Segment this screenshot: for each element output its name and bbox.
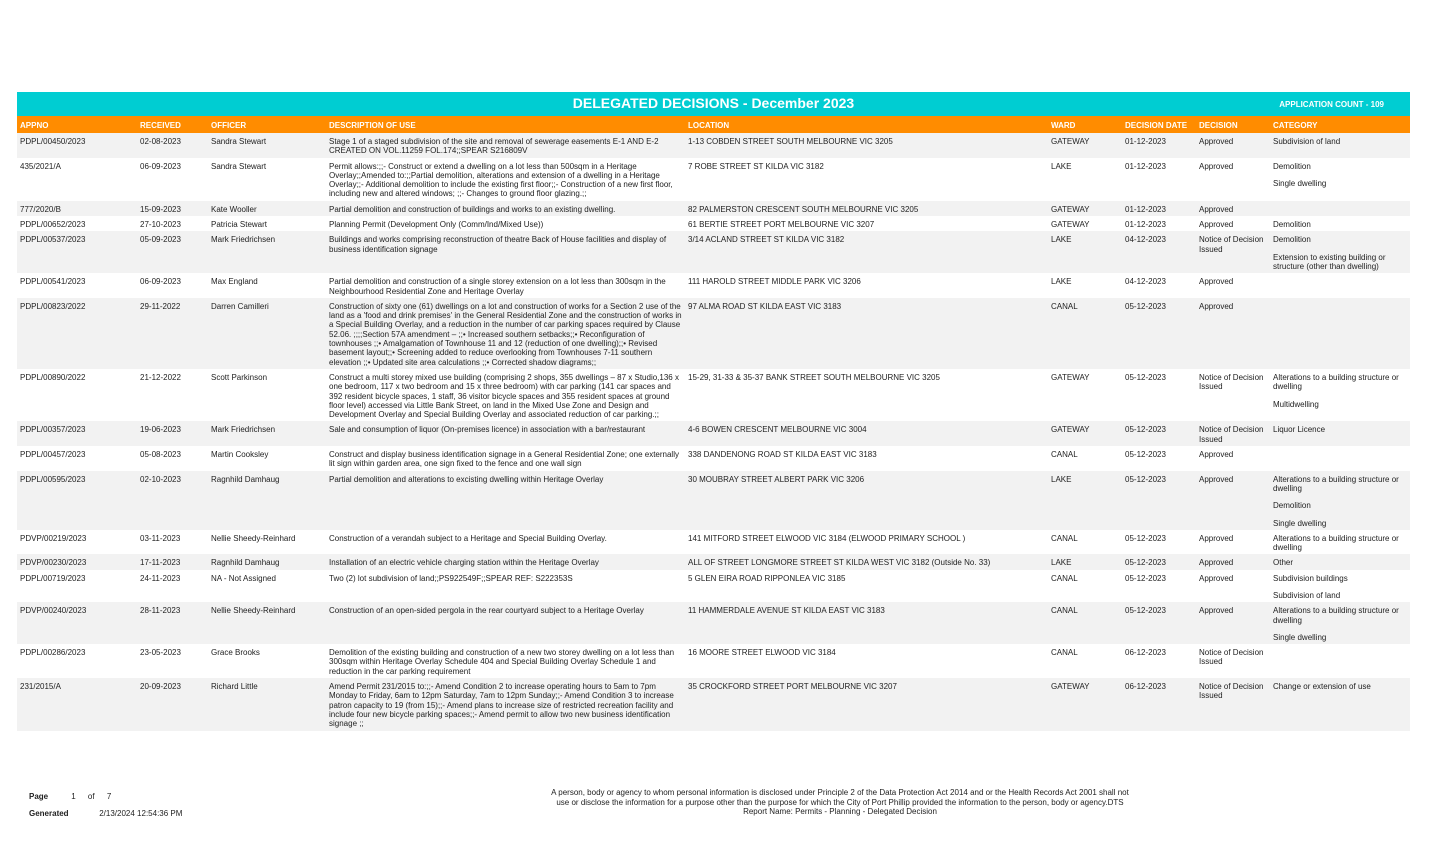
location-cell: 11 HAMMERDALE AVENUE ST KILDA EAST VIC 3183 bbox=[688, 606, 885, 616]
location-cell: 61 BERTIE STREET PORT MELBOURNE VIC 3207 bbox=[688, 220, 875, 230]
received-cell: 27-10-2023 bbox=[140, 220, 181, 230]
ward-cell: CANAL bbox=[1051, 450, 1078, 460]
category-cell bbox=[1270, 216, 1410, 231]
decision-date-cell: 05-12-2023 bbox=[1125, 573, 1166, 583]
description-cell: Buildings and works comprising reconstruction of theatre Back of House facilities and display of business identification signage bbox=[329, 235, 667, 254]
decision-date-cell: 01-12-2023 bbox=[1125, 204, 1166, 214]
officer-cell: Kate Wooller bbox=[211, 204, 257, 214]
appno-cell: PDVP/00230/2023 bbox=[20, 558, 87, 568]
appno-cell: PDPL/00823/2022 bbox=[20, 301, 86, 311]
generated-value: 2/13/2024 12:54:36 PM bbox=[99, 809, 183, 818]
decision-date-cell: 05-12-2023 bbox=[1125, 474, 1166, 484]
table-row bbox=[17, 644, 1410, 678]
appno-cell: 435/2021/A bbox=[20, 161, 61, 171]
officer-cell: Max England bbox=[211, 277, 258, 287]
table-row bbox=[17, 133, 1410, 158]
received-cell: 03-11-2023 bbox=[140, 533, 181, 543]
category-item: Demolition bbox=[1273, 501, 1311, 511]
location-cell: 5 GLEN EIRA ROAD RIPPONLEA VIC 3185 bbox=[688, 573, 846, 583]
ward-cell: GATEWAY bbox=[1051, 137, 1090, 146]
description-cell: Construct a multi storey mixed use building (comprising 2 shops, 355 dwellings – 87 x Studio,136 x one bedroom, 117 x two bedroom and 15 x three bedroom) with car parking (141 car spaces and 392 resident bicycle spaces, 1 staff, 36 visitor bicycle spaces and 355 resident spaces at ground floor level) accessed via Little Bank Street, on land in the Mixed Use Zone and Design and Development Overlay and Special Building Overlay and associated reduction of car parking.;; bbox=[329, 372, 679, 420]
report bbox=[17, 92, 1410, 731]
ward-cell: GATEWAY bbox=[1051, 220, 1090, 230]
officer-cell: Sandra Stewart bbox=[211, 161, 267, 171]
received-cell: 06-09-2023 bbox=[140, 277, 181, 287]
table-row bbox=[17, 446, 1410, 471]
officer-cell: Mark Friedrichsen bbox=[211, 235, 276, 245]
decision-date-cell: 05-12-2023 bbox=[1125, 450, 1166, 460]
officer-cell: Patricia Stewart bbox=[211, 220, 268, 230]
table-row bbox=[17, 471, 1410, 530]
column-header: OFFICER bbox=[211, 120, 247, 130]
received-cell: 17-11-2023 bbox=[140, 558, 181, 568]
privacy-notice bbox=[530, 788, 1150, 817]
decision-cell: Notice of Decision Issued bbox=[1199, 235, 1264, 254]
description-cell: Sale and consumption of liquor (On-premises licence) in association with a bar/restaurant bbox=[329, 425, 646, 435]
description-cell: Planning Permit (Development Only (Comm/Ind/Mixed Use)) bbox=[329, 220, 544, 230]
decision-date-cell: 04-12-2023 bbox=[1125, 277, 1166, 287]
decision-cell: Approved bbox=[1199, 606, 1234, 616]
decision-cell: Approved bbox=[1199, 558, 1234, 568]
decision-date-cell: 05-12-2023 bbox=[1125, 533, 1166, 543]
decision-cell: Notice of Decision Issued bbox=[1199, 648, 1264, 667]
decisions-table bbox=[17, 116, 1410, 731]
appno-cell: PDPL/00357/2023 bbox=[20, 425, 86, 435]
category-item: Other bbox=[1273, 558, 1294, 568]
table-row bbox=[17, 298, 1410, 369]
description-cell: Partial demolition and construction of a single storey extension on a lot less than 300sqm in the Neighbourhood Residential Zone and Heritage Overlay bbox=[329, 277, 666, 296]
received-cell: 28-11-2023 bbox=[140, 606, 181, 616]
decision-cell: Approved bbox=[1199, 137, 1234, 146]
column-header: CATEGORY bbox=[1273, 120, 1318, 130]
decision-cell: Notice of Decision Issued bbox=[1199, 682, 1264, 701]
description-cell: Construction of sixty one (61) dwellings on a lot and construction of works for a Section 2 use of the land as a 'food and drink premises' in the General Residential Zone and the construction of works in a Special Building Overlay, and a reduction in the number of car parking spaces required by Clause 52.06. ;;;;Section 57A amendment – ;;• Increased southern setbacks;;• Reconfiguration of townhouses ;;• Amalgamation of Townhouse 11 and 12 (reduction of one dwelling);;• Revised basement layout;;• Screening added to reduce overlooking from Townhouses 7-11 southern elevation ;;• Updated site area calculations ;;• Corrected shadow diagrams;; bbox=[329, 301, 682, 367]
decision-cell: Approved bbox=[1199, 161, 1234, 171]
appno-cell: PDPL/00595/2023 bbox=[20, 474, 86, 484]
received-cell: 15-09-2023 bbox=[140, 204, 181, 214]
ward-cell: LAKE bbox=[1051, 235, 1072, 245]
received-cell: 19-06-2023 bbox=[140, 425, 181, 435]
category-cell bbox=[1270, 602, 1410, 644]
location-cell: 16 MOORE STREET ELWOOD VIC 3184 bbox=[688, 648, 836, 658]
location-cell: 82 PALMERSTON CRESCENT SOUTH MELBOURNE VIC 3205 bbox=[688, 204, 919, 214]
decision-date-cell: 05-12-2023 bbox=[1125, 425, 1166, 435]
category-item: Demolition bbox=[1273, 220, 1311, 230]
appno-cell: PDPL/00541/2023 bbox=[20, 277, 86, 287]
received-cell: 29-11-2022 bbox=[140, 301, 181, 311]
decision-date-cell: 01-12-2023 bbox=[1125, 137, 1166, 146]
category-item: Demolition bbox=[1273, 235, 1311, 245]
received-cell: 21-12-2022 bbox=[140, 372, 181, 382]
decision-cell: Approved bbox=[1199, 450, 1234, 460]
decision-date-cell: 06-12-2023 bbox=[1125, 682, 1166, 692]
page-info bbox=[29, 792, 182, 826]
appno-cell: PDVP/00219/2023 bbox=[20, 533, 87, 543]
ward-cell: GATEWAY bbox=[1051, 682, 1090, 692]
decision-cell: Approved bbox=[1199, 277, 1234, 287]
category-cell bbox=[1270, 201, 1410, 216]
location-cell: 1-13 COBDEN STREET SOUTH MELBOURNE VIC 3205 bbox=[688, 137, 893, 146]
officer-cell: Grace Brooks bbox=[211, 648, 260, 658]
report-name: Report Name: Permits - Planning - Delegated Decision bbox=[743, 807, 937, 816]
category-cell bbox=[1270, 133, 1410, 158]
decision-cell: Approved bbox=[1199, 301, 1234, 311]
received-cell: 05-09-2023 bbox=[140, 235, 181, 245]
appno-cell: PDPL/00537/2023 bbox=[20, 235, 86, 245]
category-item: Subdivision of land bbox=[1273, 590, 1341, 600]
location-cell: 111 HAROLD STREET MIDDLE PARK VIC 3206 bbox=[688, 277, 861, 287]
category-item: Extension to existing building or structure (other than dwelling) bbox=[1273, 252, 1386, 271]
table-row bbox=[17, 678, 1410, 730]
appno-cell: PDPL/00286/2023 bbox=[20, 648, 86, 658]
location-cell: 97 ALMA ROAD ST KILDA EAST VIC 3183 bbox=[688, 301, 842, 311]
table-row bbox=[17, 570, 1410, 603]
appno-cell: PDPL/00450/2023 bbox=[20, 137, 86, 146]
page-label: Page bbox=[29, 792, 49, 801]
location-cell: 30 MOUBRAY STREET ALBERT PARK VIC 3206 bbox=[688, 474, 865, 484]
table-row bbox=[17, 273, 1410, 298]
column-header: DECISION DATE bbox=[1125, 120, 1188, 130]
description-cell: Two (2) lot subdivision of land;;PS922549F;;SPEAR REF: S222353S bbox=[329, 573, 573, 583]
generated-label: Generated bbox=[29, 809, 69, 818]
ward-cell: CANAL bbox=[1051, 533, 1078, 543]
page-total: 7 bbox=[106, 792, 112, 801]
category-item: Single dwelling bbox=[1273, 178, 1327, 188]
description-cell: Construction of a verandah subject to a Heritage and Special Building Overlay. bbox=[329, 533, 607, 543]
category-item: Alterations to a building structure or dwelling bbox=[1273, 372, 1399, 392]
ward-cell: CANAL bbox=[1051, 606, 1078, 616]
column-header: WARD bbox=[1051, 120, 1076, 130]
location-cell: 141 MITFORD STREET ELWOOD VIC 3184 (ELWOOD PRIMARY SCHOOL ) bbox=[688, 533, 966, 543]
category-cell bbox=[1270, 421, 1410, 446]
decision-date-cell: 05-12-2023 bbox=[1125, 372, 1166, 382]
category-cell bbox=[1270, 644, 1410, 678]
decision-date-cell: 01-12-2023 bbox=[1125, 161, 1166, 171]
ward-cell: LAKE bbox=[1051, 277, 1072, 287]
officer-cell: Darren Camilleri bbox=[211, 301, 269, 311]
category-item: Subdivision of land bbox=[1273, 137, 1341, 146]
column-header: LOCATION bbox=[688, 120, 730, 130]
ward-cell: CANAL bbox=[1051, 648, 1078, 658]
officer-cell: Richard Little bbox=[211, 682, 258, 692]
category-item: Multidwelling bbox=[1273, 399, 1319, 409]
received-cell: 02-10-2023 bbox=[140, 474, 181, 484]
decision-cell: Approved bbox=[1199, 220, 1234, 230]
category-cell bbox=[1270, 231, 1410, 273]
category-cell bbox=[1270, 273, 1410, 298]
received-cell: 05-08-2023 bbox=[140, 450, 181, 460]
decision-cell: Approved bbox=[1199, 204, 1234, 214]
appno-cell: PDPL/00457/2023 bbox=[20, 450, 86, 460]
column-header: DESCRIPTION OF USE bbox=[329, 120, 416, 130]
category-cell bbox=[1270, 158, 1410, 201]
description-cell: Partial demolition and construction of buildings and works to an existing dwelling. bbox=[329, 204, 616, 214]
category-cell bbox=[1270, 446, 1410, 471]
officer-cell: Mark Friedrichsen bbox=[211, 425, 276, 435]
description-cell: Demolition of the existing building and construction of a new two storey dwelling on a lot less than 300sqm within Heritage Overlay Schedule 404 and Special Building Overlay Schedule 1 and reduction in the car parking requirement bbox=[329, 648, 675, 676]
decision-cell: Approved bbox=[1199, 573, 1234, 583]
application-count: APPLICATION COUNT - 109 bbox=[1279, 100, 1384, 109]
description-cell: Construct and display business identification signage in a General Residential Zone; one externally lit sign within garden area, one sign fixed to the fence and one wall sign bbox=[329, 450, 679, 469]
decision-date-cell: 06-12-2023 bbox=[1125, 648, 1166, 658]
received-cell: 24-11-2023 bbox=[140, 573, 181, 583]
category-cell bbox=[1270, 530, 1410, 555]
officer-cell: Sandra Stewart bbox=[211, 137, 267, 146]
decision-cell: Notice of Decision Issued bbox=[1199, 425, 1264, 444]
ward-cell: LAKE bbox=[1051, 474, 1072, 484]
ward-cell: GATEWAY bbox=[1051, 372, 1090, 382]
location-cell: 7 ROBE STREET ST KILDA VIC 3182 bbox=[688, 161, 824, 171]
officer-cell: Scott Parkinson bbox=[211, 372, 268, 382]
category-cell bbox=[1270, 369, 1410, 421]
officer-cell: Nellie Sheedy-Reinhard bbox=[211, 606, 296, 616]
description-cell: Partial demolition and alterations to excisting dwelling within Heritage Overlay bbox=[329, 474, 604, 484]
location-cell: ALL OF STREET LONGMORE STREET ST KILDA WEST VIC 3182 (Outside No. 33) bbox=[688, 558, 991, 568]
table-row bbox=[17, 530, 1410, 555]
table-row bbox=[17, 602, 1410, 644]
officer-cell: Ragnhild Damhaug bbox=[211, 474, 280, 484]
decision-date-cell: 04-12-2023 bbox=[1125, 235, 1166, 245]
location-cell: 338 DANDENONG ROAD ST KILDA EAST VIC 3183 bbox=[688, 450, 877, 460]
description-cell: Amend Permit 231/2015 to:;;- Amend Condition 2 to increase operating hours to 5am to 7pm Monday to Friday, 6am to 12pm Saturday, 7am to 12pm Sunday;;- Amend Condition 3 to increase patron capacity to 19 (from 15);;- Amend plans to increase size of restricted recreation facility and include four new bicycle parking spaces;;- Amend permit to allow two new business identification signage ;; bbox=[329, 682, 674, 729]
table-row bbox=[17, 421, 1410, 446]
category-cell bbox=[1270, 678, 1410, 730]
category-item: Single dwelling bbox=[1273, 518, 1327, 528]
description-cell: Stage 1 of a staged subdivision of the site and removal of sewerage easements E-1 AND E-2 CREATED ON VOL.11259 FOL.174;;SPEAR S216809V bbox=[329, 137, 659, 156]
decision-date-cell: 05-12-2023 bbox=[1125, 606, 1166, 616]
appno-cell: PDPL/00719/2023 bbox=[20, 573, 86, 583]
decision-cell: Approved bbox=[1199, 533, 1234, 543]
appno-cell: PDVP/00240/2023 bbox=[20, 606, 87, 616]
category-cell bbox=[1270, 471, 1410, 530]
page-of: of bbox=[87, 792, 95, 801]
category-cell bbox=[1270, 298, 1410, 369]
officer-cell: Ragnhild Damhaug bbox=[211, 558, 280, 568]
location-cell: 35 CROCKFORD STREET PORT MELBOURNE VIC 3207 bbox=[688, 682, 897, 692]
report-title: DELEGATED DECISIONS - December 2023 bbox=[572, 95, 855, 111]
officer-cell: Martin Cooksley bbox=[211, 450, 269, 460]
category-item: Change or extension of use bbox=[1273, 682, 1371, 692]
appno-cell: 777/2020/B bbox=[20, 204, 61, 214]
title-bar bbox=[17, 92, 1410, 116]
decision-cell: Approved bbox=[1199, 474, 1234, 484]
received-cell: 02-08-2023 bbox=[140, 137, 181, 146]
table-row bbox=[17, 158, 1410, 201]
location-cell: 3/14 ACLAND STREET ST KILDA VIC 3182 bbox=[688, 235, 845, 245]
table-row bbox=[17, 201, 1410, 216]
ward-cell: LAKE bbox=[1051, 161, 1072, 171]
location-cell: 4-6 BOWEN CRESCENT MELBOURNE VIC 3004 bbox=[688, 425, 867, 435]
appno-cell: PDPL/00890/2022 bbox=[20, 372, 86, 382]
table-row bbox=[17, 369, 1410, 421]
ward-cell: GATEWAY bbox=[1051, 425, 1090, 435]
category-item: Alterations to a building structure or dwelling bbox=[1273, 533, 1399, 553]
notice-line-1: A person, body or agency to whom personal information is disclosed under Principle 2 of the Data Protection Act 2014 and or the Health Records Act 2001 shall not bbox=[551, 788, 1129, 797]
officer-cell: Nellie Sheedy-Reinhard bbox=[211, 533, 296, 543]
category-item: Liquor Licence bbox=[1273, 425, 1326, 435]
category-cell bbox=[1270, 554, 1410, 569]
officer-cell: NA - Not Assigned bbox=[211, 573, 276, 583]
description-cell: Installation of an electric vehicle charging station within the Heritage Overlay bbox=[329, 558, 599, 568]
table-row bbox=[17, 231, 1410, 273]
decision-cell: Notice of Decision Issued bbox=[1199, 372, 1264, 392]
received-cell: 06-09-2023 bbox=[140, 161, 181, 171]
description-cell: Permit allows:;;- Construct or extend a dwelling on a lot less than 500sqm in a Heritage Overlay;;Amended to:;;Partial demolition, alterations and extension of a dwelling in a Heritage Overlay;;- Additional demolition to include the existing first floor;;- Construction of a new first floor, including new and altered windows; ;;- Changes to ground floor glazing.;; bbox=[329, 161, 673, 199]
category-item: Subdivision buildings bbox=[1273, 573, 1348, 583]
appno-cell: PDPL/00652/2023 bbox=[20, 220, 86, 230]
received-cell: 23-05-2023 bbox=[140, 648, 181, 658]
ward-cell: CANAL bbox=[1051, 301, 1078, 311]
column-header: DECISION bbox=[1199, 120, 1238, 130]
notice-line-2: use or disclose the information for a purpose other than the purpose for which the City of Port Phillip provided the information to the person, body or agency.DTS bbox=[556, 797, 1124, 807]
page-current: 1 bbox=[71, 792, 76, 801]
decision-date-cell: 05-12-2023 bbox=[1125, 301, 1166, 311]
column-header: APPNO bbox=[20, 120, 49, 130]
category-item: Alterations to a building structure or dwelling bbox=[1273, 474, 1399, 493]
table-body bbox=[17, 133, 1410, 731]
category-item: Single dwelling bbox=[1273, 632, 1327, 642]
category-cell bbox=[1270, 570, 1410, 603]
ward-cell: LAKE bbox=[1051, 558, 1072, 568]
table-header-row bbox=[17, 116, 1410, 133]
decision-date-cell: 01-12-2023 bbox=[1125, 220, 1166, 230]
column-header: RECEIVED bbox=[140, 120, 181, 130]
category-item: Alterations to a building structure or dwelling bbox=[1273, 606, 1399, 625]
received-cell: 20-09-2023 bbox=[140, 682, 181, 692]
ward-cell: CANAL bbox=[1051, 573, 1078, 583]
description-cell: Construction of an open-sided pergola in the rear courtyard subject to a Heritage Overlay bbox=[329, 606, 644, 616]
location-cell: 15-29, 31-33 & 35-37 BANK STREET SOUTH MELBOURNE VIC 3205 bbox=[688, 372, 940, 382]
table-row bbox=[17, 216, 1410, 231]
table-row bbox=[17, 554, 1410, 569]
category-item: Demolition bbox=[1273, 161, 1311, 171]
ward-cell: GATEWAY bbox=[1051, 204, 1090, 214]
decision-date-cell: 05-12-2023 bbox=[1125, 558, 1166, 568]
appno-cell: 231/2015/A bbox=[20, 682, 61, 692]
